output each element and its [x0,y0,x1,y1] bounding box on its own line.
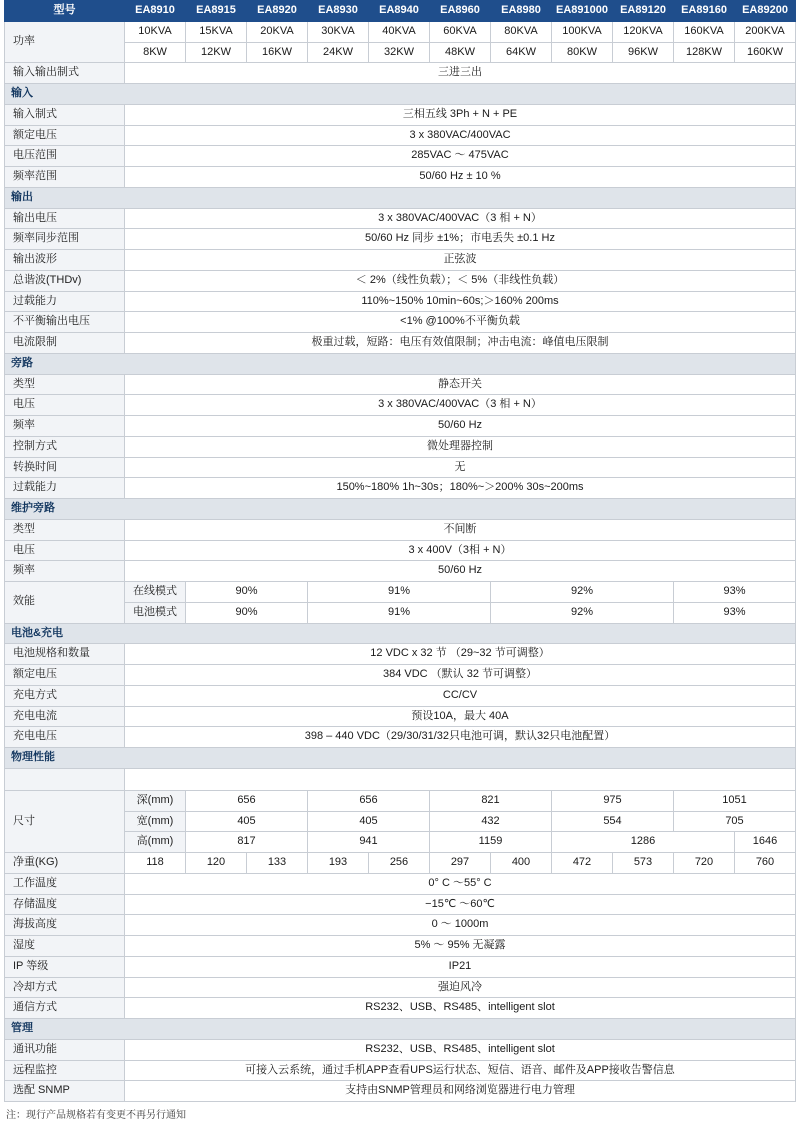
power-label: 功率 [5,21,125,63]
table-row-model-header [5,1,796,22]
row-value: 384 VDC （默认 32 节可调整） [125,665,796,686]
row-label: 过载能力 [5,478,125,499]
net-weight-cell: 297 [430,853,491,874]
row-label: 远程监控 [5,1060,125,1081]
net-weight-cell: 720 [674,853,735,874]
model-cell: EA8915 [186,1,247,22]
table-row [5,250,796,271]
power-kw-cell: 24KW [308,42,369,63]
height-value: 817 [186,832,308,853]
table-row [5,1039,796,1060]
row-value: RS232、USB、RS485、intelligent slot [125,1039,796,1060]
row-value: CC/CV [125,685,796,706]
table-row [5,104,796,125]
width-value: 554 [552,811,674,832]
row-label: 充电电压 [5,727,125,748]
row-label: 控制方式 [5,436,125,457]
table-row [5,1060,796,1081]
row-label: 输出波形 [5,250,125,271]
width-value: 432 [430,811,552,832]
row-value: 不间断 [125,519,796,540]
efficiency-value: 93% [674,582,796,603]
row-label: 总谐波(THDv) [5,270,125,291]
footnote: 注：现行产品规格若有变更不再另行通知 [6,1110,186,1121]
section-management [5,1019,796,1040]
table-row-spacer [5,768,796,790]
table-row [5,478,796,499]
table-row-io-system [5,63,796,84]
row-value: 50/60 Hz [125,561,796,582]
model-cell: EA89160 [674,1,735,22]
power-kw-cell: 160KW [735,42,796,63]
model-cell: EA8910 [125,1,186,22]
model-cell: EA8960 [430,1,491,22]
section-title: 物理性能 [5,748,796,769]
net-weight-cell: 256 [369,853,430,874]
row-label: 输出电压 [5,208,125,229]
power-kva-cell: 100KVA [552,21,613,42]
row-label: 不平衡输出电压 [5,312,125,333]
depth-value: 821 [430,790,552,811]
power-kva-cell: 200KVA [735,21,796,42]
table-row [5,956,796,977]
row-value: 正弦波 [125,250,796,271]
row-value: 398 – 440 VDC（29/30/31/32只电池可调，默认32只电池配置） [125,727,796,748]
power-kw-cell: 16KW [247,42,308,63]
row-value: IP21 [125,956,796,977]
net-weight-cell: 133 [247,853,308,874]
table-row [5,457,796,478]
width-value: 405 [186,811,308,832]
efficiency-mode-online: 在线模式 [125,582,186,603]
power-kw-cell: 32KW [369,42,430,63]
power-kw-cell: 12KW [186,42,247,63]
net-weight-cell: 472 [552,853,613,874]
depth-value: 656 [308,790,430,811]
row-value: 12 VDC x 32 节 （29~32 节可调整） [125,644,796,665]
row-label: 电流限制 [5,333,125,354]
table-row-power-kva [5,21,796,42]
row-value: 3 x 380VAC/400VAC（3 相 + N） [125,395,796,416]
row-value: 285VAC ～ 475VAC [125,146,796,167]
row-label: 选配 SNMP [5,1081,125,1102]
row-value: 三相五线 3Ph + N + PE [125,104,796,125]
section-title: 管理 [5,1019,796,1040]
section-input [5,84,796,105]
table-row [5,894,796,915]
table-row [5,333,796,354]
table-row [5,665,796,686]
row-label: 类型 [5,519,125,540]
height-value: 941 [308,832,430,853]
table-row [5,998,796,1019]
table-row [5,873,796,894]
row-value: 0° C ～55° C [125,873,796,894]
width-value: 405 [308,811,430,832]
row-label: IP 等级 [5,956,125,977]
section-battery [5,623,796,644]
row-value-empty [125,768,796,790]
efficiency-value: 90% [186,582,308,603]
row-value: 50/60 Hz ± 10 % [125,167,796,188]
table-row [5,540,796,561]
model-cell: EA891000 [552,1,613,22]
row-label: 过载能力 [5,291,125,312]
power-kva-cell: 10KVA [125,21,186,42]
section-title: 电池&充电 [5,623,796,644]
efficiency-value: 91% [308,582,491,603]
table-row [5,374,796,395]
efficiency-value: 90% [186,602,308,623]
model-cell: EA89200 [735,1,796,22]
depth-value: 1051 [674,790,796,811]
row-value: RS232、USB、RS485、intelligent slot [125,998,796,1019]
efficiency-value: 93% [674,602,796,623]
model-cell: EA89120 [613,1,674,22]
net-weight-cell: 760 [735,853,796,874]
row-label: 电压 [5,540,125,561]
model-label: 型号 [5,1,125,22]
section-bypass [5,353,796,374]
table-row [5,312,796,333]
section-title: 维护旁路 [5,499,796,520]
row-label: 额定电压 [5,125,125,146]
row-label: 充电电流 [5,706,125,727]
row-value: 5% ～ 95% 无凝露 [125,936,796,957]
efficiency-mode-battery: 电池模式 [125,602,186,623]
row-value: 50/60 Hz 同步 ±1%；市电丢失 ±0.1 Hz [125,229,796,250]
model-cell: EA8980 [491,1,552,22]
efficiency-value: 92% [491,602,674,623]
table-row [5,915,796,936]
table-row [5,644,796,665]
table-row [5,125,796,146]
power-kw-cell: 64KW [491,42,552,63]
power-kva-cell: 20KVA [247,21,308,42]
depth-value: 975 [552,790,674,811]
section-maint-bypass [5,499,796,520]
table-row [5,1081,796,1102]
power-kva-cell: 120KVA [613,21,674,42]
depth-label: 深(mm) [125,790,186,811]
power-kva-cell: 80KVA [491,21,552,42]
row-label: 转换时间 [5,457,125,478]
net-weight-label: 净重(KG) [5,853,125,874]
row-label: 频率 [5,416,125,437]
row-value: 3 x 400V（3相 + N） [125,540,796,561]
row-label: 通信方式 [5,998,125,1019]
efficiency-label: 效能 [5,582,125,624]
model-cell: EA8920 [247,1,308,22]
net-weight-cell: 120 [186,853,247,874]
table-row [5,229,796,250]
table-row [5,416,796,437]
model-cell: EA8940 [369,1,430,22]
row-value: −15℃ ～60℃ [125,894,796,915]
row-label: 频率 [5,561,125,582]
table-row [5,685,796,706]
efficiency-value: 91% [308,602,491,623]
section-title: 旁路 [5,353,796,374]
section-physical [5,748,796,769]
row-label: 额定电压 [5,665,125,686]
row-label: 工作温度 [5,873,125,894]
row-label: 充电方式 [5,685,125,706]
efficiency-value: 92% [491,582,674,603]
table-row [5,561,796,582]
row-label-empty [5,768,125,790]
power-kva-cell: 60KVA [430,21,491,42]
table-row [5,436,796,457]
table-row [5,146,796,167]
section-output [5,187,796,208]
row-value: 静态开关 [125,374,796,395]
net-weight-cell: 573 [613,853,674,874]
section-title: 输出 [5,187,796,208]
row-value: 0 ～ 1000m [125,915,796,936]
width-label: 宽(mm) [125,811,186,832]
table-row [5,727,796,748]
power-kva-cell: 160KVA [674,21,735,42]
table-row [5,706,796,727]
table-row [5,977,796,998]
row-label: 输入制式 [5,104,125,125]
depth-value: 656 [186,790,308,811]
io-system-value: 三进三出 [125,63,796,84]
row-value: <1% @100%不平衡负载 [125,312,796,333]
power-kva-cell: 15KVA [186,21,247,42]
row-label: 冷却方式 [5,977,125,998]
height-value: 1646 [735,832,796,853]
table-row [5,395,796,416]
row-label: 类型 [5,374,125,395]
power-kw-cell: 80KW [552,42,613,63]
table-row [5,167,796,188]
table-row-net-weight [5,853,796,874]
row-label: 电压范围 [5,146,125,167]
row-label: 通讯功能 [5,1039,125,1060]
row-value: 微处理器控制 [125,436,796,457]
net-weight-cell: 118 [125,853,186,874]
spec-table [4,0,796,1102]
row-value: ＜ 2%（线性负载）；＜ 5%（非线性负载） [125,270,796,291]
net-weight-cell: 193 [308,853,369,874]
row-value: 支持由SNMP管理员和网络浏览器进行电力管理 [125,1081,796,1102]
row-label: 湿度 [5,936,125,957]
io-system-label: 输入输出制式 [5,63,125,84]
row-value: 150%~180% 1h~30s；180%~＞200% 30s~200ms [125,478,796,499]
section-title: 输入 [5,84,796,105]
height-value: 1159 [430,832,552,853]
height-label: 高(mm) [125,832,186,853]
row-label: 电压 [5,395,125,416]
net-weight-cell: 400 [491,853,552,874]
row-label: 海拔高度 [5,915,125,936]
table-row [5,291,796,312]
dimension-label: 尺寸 [5,790,125,852]
power-kw-cell: 128KW [674,42,735,63]
table-row [5,270,796,291]
row-label: 频率同步范围 [5,229,125,250]
row-value: 可接入云系统，通过手机APP查看UPS运行状态、短信、语音、邮件及APP接收告警信息 [125,1060,796,1081]
power-kva-cell: 40KVA [369,21,430,42]
row-value: 110%~150% 10min~60s;＞160% 200ms [125,291,796,312]
table-row [5,936,796,957]
row-value: 预设10A，最大 40A [125,706,796,727]
row-label: 频率范围 [5,167,125,188]
width-value: 705 [674,811,796,832]
power-kw-cell: 96KW [613,42,674,63]
power-kw-cell: 48KW [430,42,491,63]
row-value: 50/60 Hz [125,416,796,437]
table-row-depth [5,790,796,811]
table-row-efficiency-online [5,582,796,603]
table-row [5,519,796,540]
height-value: 1286 [552,832,735,853]
row-value: 3 x 380VAC/400VAC（3 相 + N） [125,208,796,229]
row-value: 极重过载，短路：电压有效值限制；冲击电流：峰值电压限制 [125,333,796,354]
row-value: 3 x 380VAC/400VAC [125,125,796,146]
row-value: 强迫风冷 [125,977,796,998]
table-row [5,208,796,229]
row-value: 无 [125,457,796,478]
power-kw-cell: 8KW [125,42,186,63]
power-kva-cell: 30KVA [308,21,369,42]
model-cell: EA8930 [308,1,369,22]
row-label: 存储温度 [5,894,125,915]
row-label: 电池规格和数量 [5,644,125,665]
